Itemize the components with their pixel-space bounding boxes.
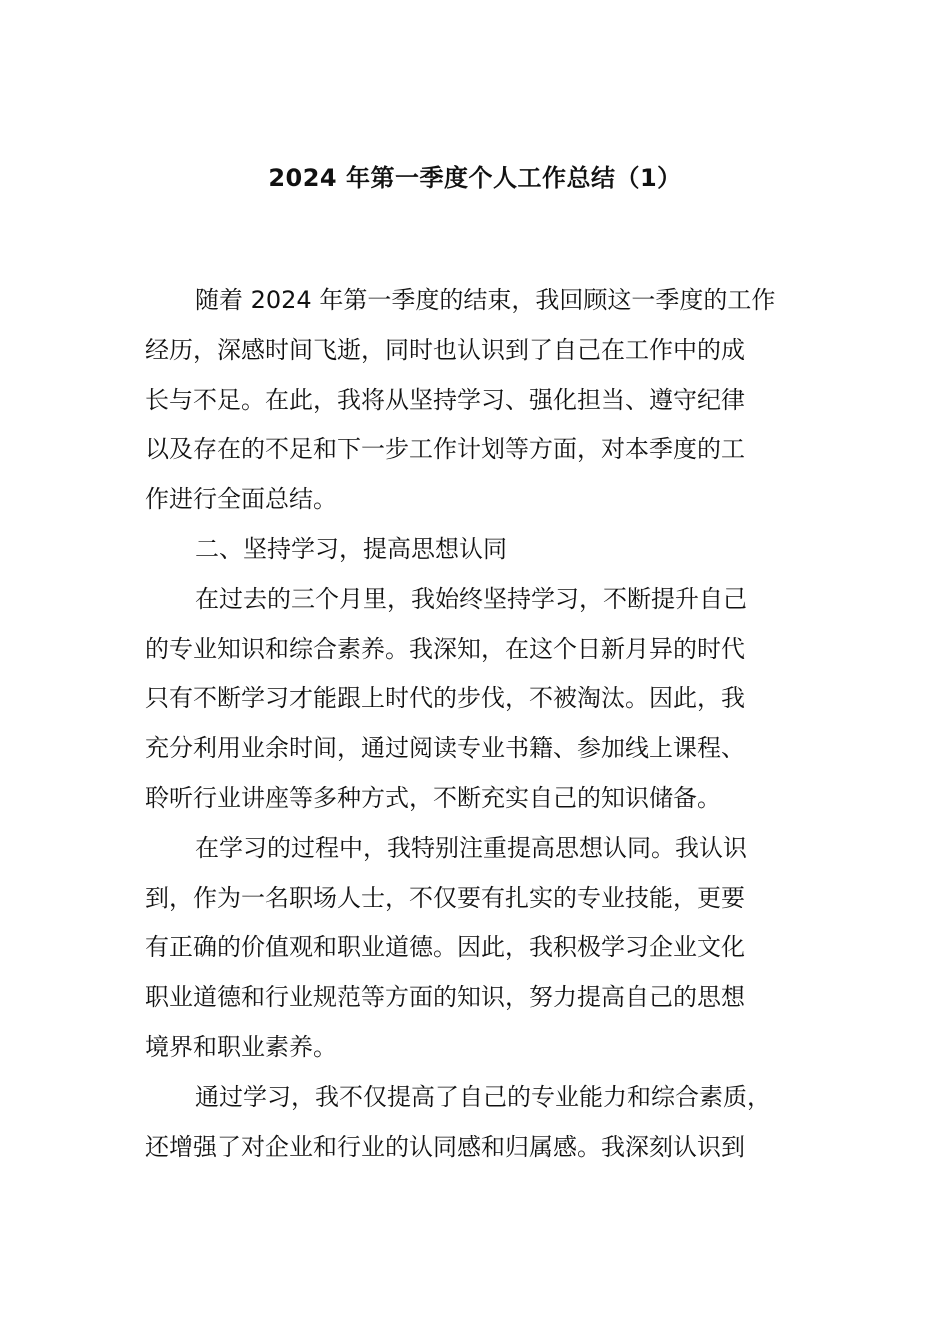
text-line: 到，作为一名职场人士，不仅要有扎实的专业技能，更要: [145, 883, 745, 912]
text-line: 以及存在的不足和下一步工作计划等方面，对本季度的工: [145, 435, 745, 464]
text-line: 二、坚持学习，提高思想认同: [195, 534, 507, 563]
text-line: 作进行全面总结。: [145, 485, 337, 514]
text-line: 只有不断学习才能跟上时代的步伐，不被淘汰。因此，我: [145, 684, 745, 713]
text-line: 职业道德和行业规范等方面的知识，努力提高自己的思想: [145, 983, 745, 1012]
document-title: 2024 年第一季度个人工作总结（1）: [268, 164, 682, 192]
text-line: 经历，深感时间飞逝，同时也认识到了自己在工作中的成: [145, 335, 745, 364]
text-line: 在过去的三个月里，我始终坚持学习，不断提升自己: [195, 584, 747, 613]
document-body: [145, 276, 810, 1172]
text-line: 在学习的过程中，我特别注重提高思想认同。我认识: [195, 833, 747, 862]
text-line: 充分利用业余时间，通过阅读专业书籍、参加线上课程、: [145, 734, 745, 763]
text-line: 有正确的价值观和职业道德。因此，我积极学习企业文化: [145, 933, 745, 962]
text-line: 聆听行业讲座等多种方式，不断充实自己的知识储备。: [145, 783, 721, 812]
text-line: 长与不足。在此，我将从坚持学习、强化担当、遵守纪律: [145, 385, 745, 414]
text-line: 随着 2024 年第一季度的结束，我回顾这一季度的工作: [195, 286, 776, 314]
text-line: 境界和职业素养。: [145, 1032, 337, 1061]
text-line: 通过学习，我不仅提高了自己的专业能力和综合素质，: [195, 1082, 771, 1111]
text-line: 的专业知识和综合素养。我深知，在这个日新月异的时代: [145, 634, 745, 663]
text-line: 还增强了对企业和行业的认同感和归属感。我深刻认识到: [145, 1132, 745, 1161]
